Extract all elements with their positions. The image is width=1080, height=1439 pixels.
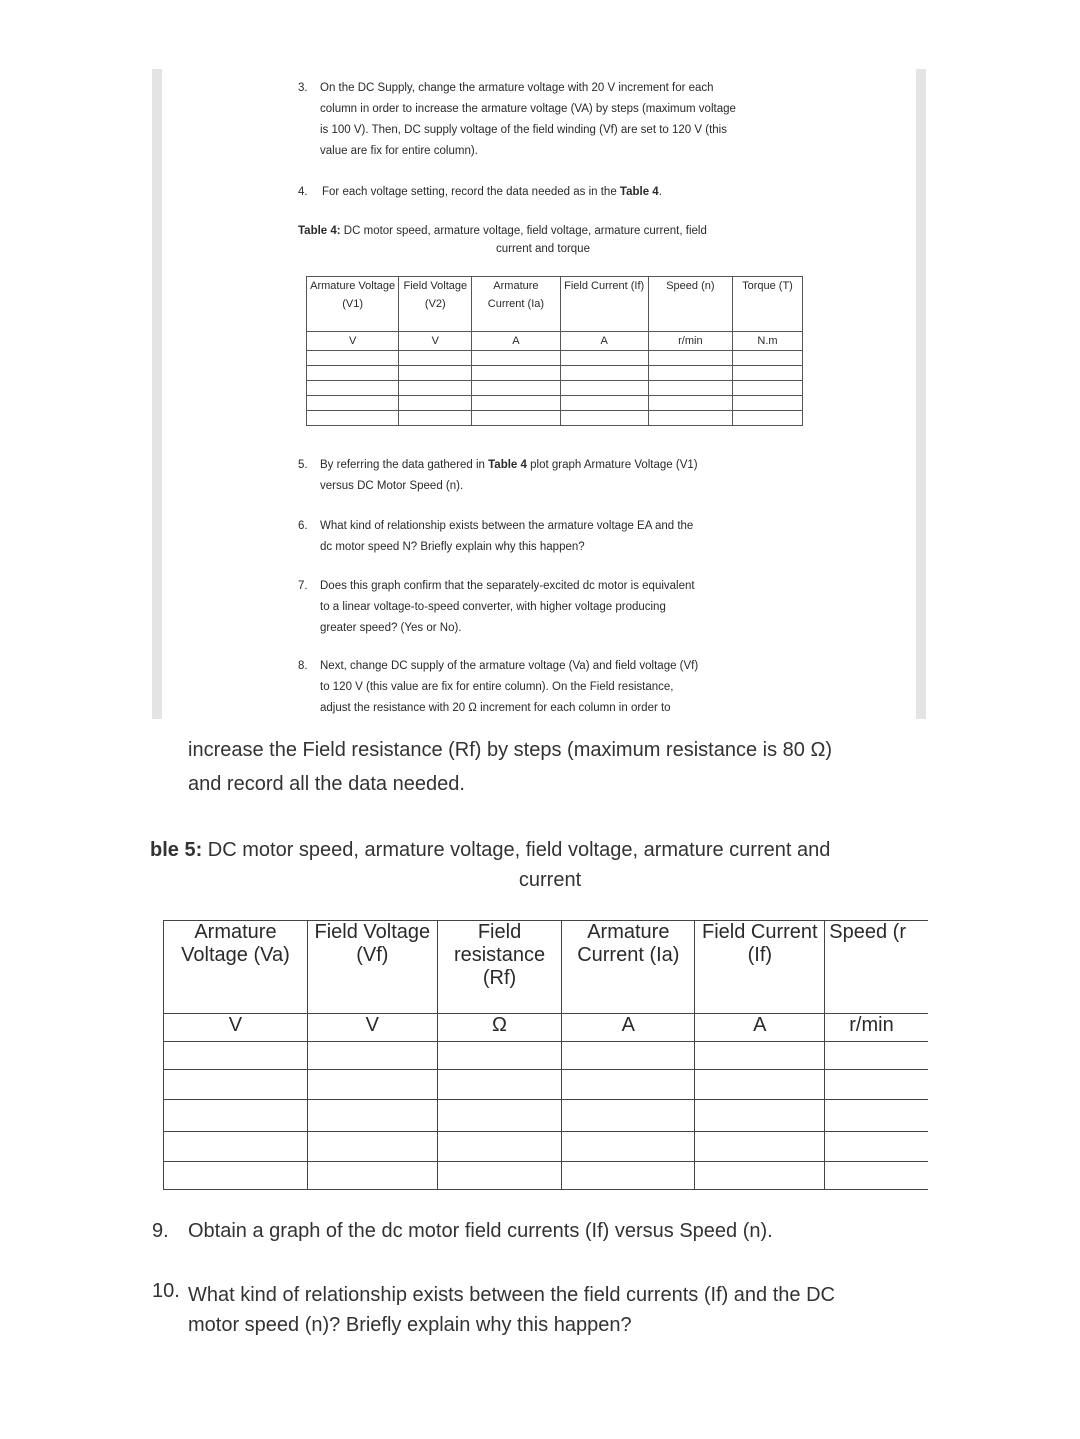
table-4-caption-line1: DC motor speed, armature voltage, field voltage, armature current, field (340, 225, 707, 237)
step-8-text (320, 656, 765, 719)
table-4-header: Torque (T) (732, 277, 802, 332)
step-10-text (188, 1280, 928, 1340)
step-3-line: value are fix for entire column). (320, 145, 478, 157)
table-4 (306, 276, 803, 426)
step-5-number: 5. (298, 459, 308, 471)
continuation-line2: and record all the data needed. (188, 773, 465, 795)
step-7-number: 7. (298, 580, 308, 592)
table-5-unit: r/min (825, 1014, 928, 1042)
step-10-line1: What kind of relationship exists between the field currents (If) and the DC (188, 1284, 835, 1306)
table-5 (163, 920, 928, 1190)
step-9-number: 9. (152, 1220, 169, 1242)
step-6-line2: dc motor speed N? Briefly explain why this happen? (320, 541, 585, 553)
table-5-empty-row (164, 1042, 929, 1070)
step-4-text (322, 182, 662, 203)
table-4-header: Armature Current (Ia) (472, 277, 560, 332)
table-4-empty-row (307, 366, 803, 381)
step-4-number: 4. (298, 186, 308, 198)
step-8-continuation (188, 733, 928, 801)
table-5-caption-line1: DC motor speed, armature voltage, field voltage, armature current and (202, 839, 831, 861)
step-5-line2: versus DC Motor Speed (n). (320, 480, 464, 492)
table-4-caption-line2: current and torque (496, 243, 590, 255)
table-5-header: Armature Voltage (Va) (164, 921, 308, 1014)
step-7-line1: Does this graph confirm that the separately-excited dc motor is equivalent (320, 580, 695, 592)
table-4-header: Field Current (If) (560, 277, 648, 332)
table-4-caption (298, 221, 788, 260)
step-5-table-ref: Table 4 (488, 459, 527, 471)
table-4-caption-label: Table 4: (298, 225, 341, 237)
table-4-empty-row (307, 396, 803, 411)
table-5-empty-row (164, 1162, 929, 1190)
table-4-unit: V (307, 332, 399, 351)
table-5-empty-row (164, 1100, 929, 1132)
table-4-header: Field Voltage (V2) (399, 277, 472, 332)
table-5-header: Field Current (If) (695, 921, 825, 1014)
step-3-number: 3. (298, 82, 308, 94)
step-8-line2: to 120 V (this value are fix for entire column). On the Field resistance, (320, 681, 674, 693)
table-4-unit: N.m (732, 332, 802, 351)
step-6-line1: What kind of relationship exists between the armature voltage EA and the (320, 520, 694, 532)
step-4-table-ref: Table 4 (619, 186, 659, 198)
step-6-text (320, 516, 800, 558)
table-5-clip (163, 920, 928, 1195)
step-6-number: 6. (298, 520, 308, 532)
step-3-line: is 100 V). Then, DC supply voltage of the field winding (Vf) are set to 120 V (this (320, 124, 727, 136)
table-5-caption (150, 835, 940, 895)
table-5-unit: A (695, 1014, 825, 1042)
table-4-header: Speed (n) (648, 277, 732, 332)
table-5-header: Armature Current (Ia) (562, 921, 695, 1014)
step-3-line: On the DC Supply, change the armature voltage with 20 V increment for each (320, 82, 714, 94)
step-4-text-before: For each voltage setting, record the data needed as in the (322, 186, 620, 198)
step-7-text (320, 576, 760, 639)
table-5-header: Field resistance (Rf) (437, 921, 561, 1014)
table-4-empty-row (307, 411, 803, 426)
step-10-number: 10. (152, 1280, 180, 1302)
step-9-text: Obtain a graph of the dc motor field currents (If) versus Speed (n). (188, 1220, 773, 1242)
step-8-number: 8. (298, 660, 308, 672)
table-5-header: Speed (r (825, 921, 928, 1014)
table-4-empty-row (307, 351, 803, 366)
table-5-header: Field Voltage (Vf) (307, 921, 437, 1014)
step-5-text-after: plot graph Armature Voltage (V1) (526, 459, 698, 471)
step-8-line3: adjust the resistance with 20 Ω increment for each column in order to (320, 702, 671, 714)
table-5-caption-label: ble 5: (150, 839, 203, 861)
step-7-line2: to a linear voltage-to-speed converter, with higher voltage producing (320, 601, 666, 613)
table-4-unit: r/min (648, 332, 732, 351)
step-7-line3: greater speed? (Yes or No). (320, 622, 462, 634)
step-5-text-before: By referring the data gathered in (320, 459, 489, 471)
table-5-unit: V (307, 1014, 437, 1042)
table-5-caption-line2: current (518, 869, 582, 891)
step-5-text (320, 455, 800, 497)
table-5-unit: Ω (437, 1014, 561, 1042)
table-4-empty-row (307, 381, 803, 396)
step-8-line1: Next, change DC supply of the armature voltage (Va) and field voltage (Vf) (320, 660, 699, 672)
table-4-header: Armature Voltage (V1) (307, 277, 399, 332)
table-5-unit: V (164, 1014, 308, 1042)
step-3-line: column in order to increase the armature voltage (VA) by steps (maximum voltage (320, 103, 736, 115)
step-10-line2: motor speed (n)? Briefly explain why this happen? (188, 1314, 632, 1336)
table-5-unit: A (562, 1014, 695, 1042)
table-4-unit: A (472, 332, 560, 351)
step-3-text (320, 78, 810, 162)
table-4-unit: A (560, 332, 648, 351)
table-5-empty-row (164, 1132, 929, 1162)
continuation-line1: increase the Field resistance (Rf) by steps (maximum resistance is 80 Ω) (188, 739, 833, 761)
step-4-text-after: . (658, 186, 662, 198)
table-5-empty-row (164, 1070, 929, 1100)
table-4-unit: V (399, 332, 472, 351)
